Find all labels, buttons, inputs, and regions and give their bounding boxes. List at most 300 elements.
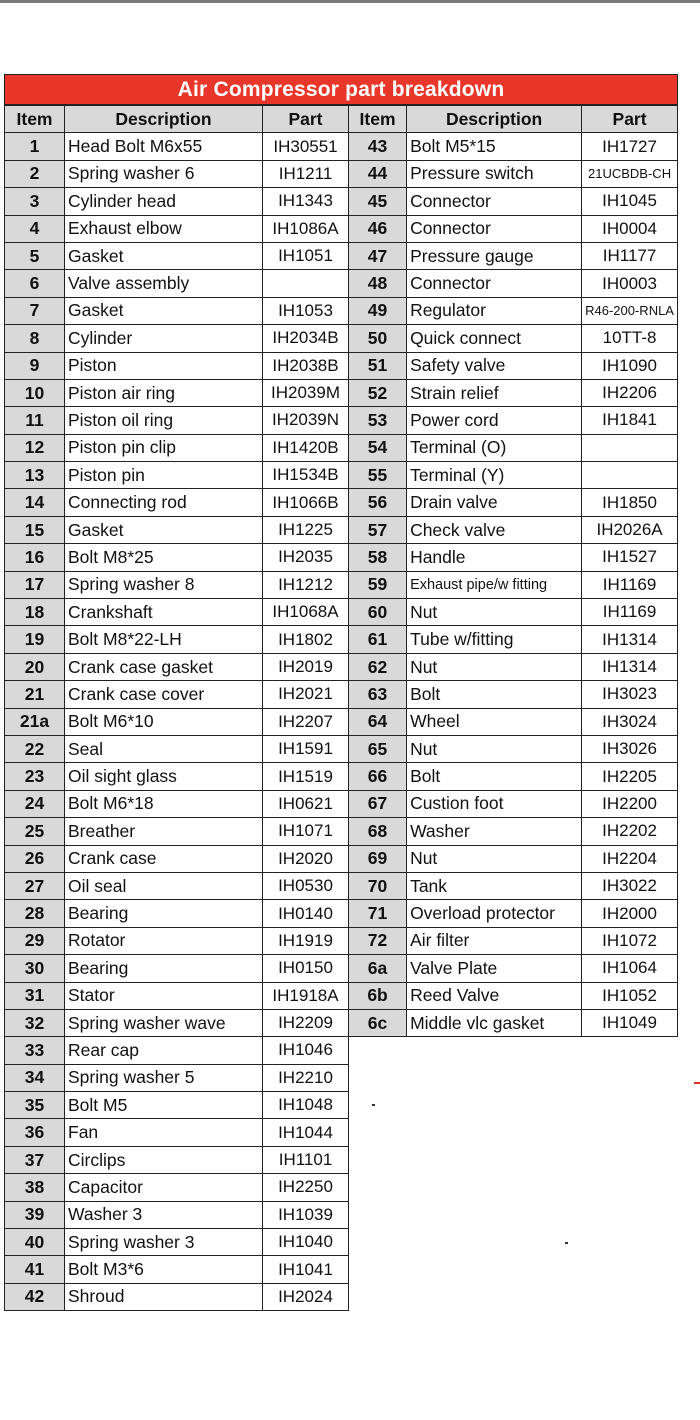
part-number: IH1211 [263, 160, 349, 187]
part-number: IH1101 [263, 1146, 349, 1173]
table-row [349, 434, 678, 461]
item-number: 1 [5, 133, 65, 160]
part-number: IH1519 [263, 763, 349, 790]
part-number: IH2250 [263, 1174, 349, 1201]
item-description: Piston oil ring [65, 407, 263, 434]
part-number: IH1177 [582, 242, 678, 269]
item-number: 39 [5, 1201, 65, 1228]
item-description: Washer 3 [65, 1201, 263, 1228]
part-number: IH0140 [263, 900, 349, 927]
table-row [349, 900, 678, 927]
table-row [5, 379, 349, 406]
item-number: 13 [5, 462, 65, 489]
part-number: IH1090 [582, 352, 678, 379]
table-row [349, 242, 678, 269]
part-number: IH30551 [263, 133, 349, 160]
item-description: Handle [407, 544, 582, 571]
part-number: IH2202 [582, 818, 678, 845]
table-row [349, 462, 678, 489]
item-description: Piston pin [65, 462, 263, 489]
table-row [349, 352, 678, 379]
item-number: 31 [5, 982, 65, 1009]
item-description: Exhaust pipe/w fitting [407, 571, 582, 598]
item-number: 25 [5, 818, 65, 845]
item-number: 50 [349, 325, 407, 352]
item-description: Spring washer 6 [65, 160, 263, 187]
table-row [5, 845, 349, 872]
top-border-line [0, 0, 700, 3]
item-description: Bolt M3*6 [65, 1256, 263, 1283]
table-row [5, 270, 349, 297]
table-row [349, 489, 678, 516]
table-row [349, 818, 678, 845]
table-row [349, 626, 678, 653]
part-number: IH2026A [582, 516, 678, 543]
part-number: IH1040 [263, 1229, 349, 1256]
part-number: IH2000 [582, 900, 678, 927]
item-number: 12 [5, 434, 65, 461]
item-description: Bolt M5*15 [407, 133, 582, 160]
item-description: Rear cap [65, 1037, 263, 1064]
item-number: 22 [5, 735, 65, 762]
part-number: IH3026 [582, 735, 678, 762]
item-number: 26 [5, 845, 65, 872]
part-number: IH1064 [582, 955, 678, 982]
table-row [5, 434, 349, 461]
part-number: IH2206 [582, 379, 678, 406]
table-row [349, 927, 678, 954]
part-number: IH1802 [263, 626, 349, 653]
header-part: Part [263, 106, 349, 133]
item-number: 20 [5, 653, 65, 680]
part-number: IH1314 [582, 653, 678, 680]
item-description: Bolt [407, 681, 582, 708]
item-description: Exhaust elbow [65, 215, 263, 242]
item-number: 4 [5, 215, 65, 242]
item-number: 15 [5, 516, 65, 543]
header-item: Item [5, 106, 65, 133]
part-number: IH1048 [263, 1092, 349, 1119]
table-row [5, 516, 349, 543]
item-description: Piston [65, 352, 263, 379]
item-number: 6a [349, 955, 407, 982]
item-description: Oil sight glass [65, 763, 263, 790]
table-row [5, 462, 349, 489]
item-number: 21a [5, 708, 65, 735]
table-row [5, 352, 349, 379]
item-number: 43 [349, 133, 407, 160]
item-description: Wheel [407, 708, 582, 735]
part-number: IH2209 [263, 1009, 349, 1036]
item-number: 9 [5, 352, 65, 379]
item-number: 65 [349, 735, 407, 762]
item-number: 34 [5, 1064, 65, 1091]
item-description: Connector [407, 188, 582, 215]
part-number: IH1071 [263, 818, 349, 845]
table-row [5, 242, 349, 269]
table-row [349, 599, 678, 626]
part-number: IH1044 [263, 1119, 349, 1146]
table-row [349, 708, 678, 735]
header-item: Item [349, 106, 407, 133]
item-description: Connector [407, 215, 582, 242]
item-description: Safety valve [407, 352, 582, 379]
table-row [349, 270, 678, 297]
part-number: IH1052 [582, 982, 678, 1009]
table-row [5, 626, 349, 653]
item-number: 2 [5, 160, 65, 187]
header-description: Description [65, 106, 263, 133]
item-description: Bolt M6*10 [65, 708, 263, 735]
speck-mark [372, 1104, 375, 1106]
item-number: 44 [349, 160, 407, 187]
part-number: IH1169 [582, 571, 678, 598]
part-number: IH2038B [263, 352, 349, 379]
item-number: 16 [5, 544, 65, 571]
item-number: 72 [349, 927, 407, 954]
item-number: 37 [5, 1146, 65, 1173]
item-number: 35 [5, 1092, 65, 1119]
item-description: Bolt M6*18 [65, 790, 263, 817]
table-row [5, 160, 349, 187]
table-row [5, 735, 349, 762]
table-row [349, 1009, 678, 1036]
item-number: 6 [5, 270, 65, 297]
item-description: Capacitor [65, 1174, 263, 1201]
item-number: 17 [5, 571, 65, 598]
parts-table-right [348, 105, 678, 1037]
item-description: Nut [407, 599, 582, 626]
part-number: IH1918A [263, 982, 349, 1009]
item-number: 51 [349, 352, 407, 379]
item-number: 68 [349, 818, 407, 845]
table-row [349, 133, 678, 160]
table-row [5, 1037, 349, 1064]
part-number [263, 270, 349, 297]
item-description: Valve assembly [65, 270, 263, 297]
item-description: Check valve [407, 516, 582, 543]
part-number: IH1919 [263, 927, 349, 954]
item-number: 48 [349, 270, 407, 297]
item-description: Bolt [407, 763, 582, 790]
item-number: 19 [5, 626, 65, 653]
table-row [5, 708, 349, 735]
part-number: IH1534B [263, 462, 349, 489]
item-number: 6c [349, 1009, 407, 1036]
header-description: Description [407, 106, 582, 133]
right-table-body [349, 133, 678, 1037]
item-number: 71 [349, 900, 407, 927]
item-number: 29 [5, 927, 65, 954]
table-row [5, 900, 349, 927]
part-number: IH3024 [582, 708, 678, 735]
table-row [349, 325, 678, 352]
part-number: IH2024 [263, 1283, 349, 1310]
item-number: 14 [5, 489, 65, 516]
table-row [5, 763, 349, 790]
table-row [349, 571, 678, 598]
item-number: 24 [5, 790, 65, 817]
part-number: IH1086A [263, 215, 349, 242]
part-number: IH1225 [263, 516, 349, 543]
item-number: 60 [349, 599, 407, 626]
part-number: IH1039 [263, 1201, 349, 1228]
part-number: IH1066B [263, 489, 349, 516]
part-number [582, 434, 678, 461]
item-description: Gasket [65, 297, 263, 324]
item-description: Fan [65, 1119, 263, 1146]
item-number: 36 [5, 1119, 65, 1146]
part-number: IH2207 [263, 708, 349, 735]
item-number: 70 [349, 872, 407, 899]
part-number: IH2039N [263, 407, 349, 434]
part-number: IH1049 [582, 1009, 678, 1036]
item-number: 41 [5, 1256, 65, 1283]
header-row [349, 106, 678, 133]
item-number: 56 [349, 489, 407, 516]
item-description: Terminal (O) [407, 434, 582, 461]
part-number: IH1343 [263, 188, 349, 215]
item-description: Bolt M8*25 [65, 544, 263, 571]
parts-table-left [4, 105, 349, 1311]
part-number [582, 462, 678, 489]
item-description: Drain valve [407, 489, 582, 516]
item-description: Reed Valve [407, 982, 582, 1009]
table-row [349, 379, 678, 406]
table-row [349, 516, 678, 543]
item-description: Nut [407, 653, 582, 680]
table-row [5, 790, 349, 817]
part-number: IH1045 [582, 188, 678, 215]
item-description: Air filter [407, 927, 582, 954]
item-description: Nut [407, 735, 582, 762]
part-number: IH1850 [582, 489, 678, 516]
table-row [5, 489, 349, 516]
item-number: 53 [349, 407, 407, 434]
table-row [5, 653, 349, 680]
item-description: Piston pin clip [65, 434, 263, 461]
item-number: 33 [5, 1037, 65, 1064]
item-description: Bolt M5 [65, 1092, 263, 1119]
item-description: Seal [65, 735, 263, 762]
item-description: Terminal (Y) [407, 462, 582, 489]
item-number: 40 [5, 1229, 65, 1256]
table-row [5, 1229, 349, 1256]
part-number: IH3023 [582, 681, 678, 708]
item-description: Pressure gauge [407, 242, 582, 269]
table-row [5, 681, 349, 708]
speck-mark [565, 1242, 568, 1244]
table-row [5, 571, 349, 598]
item-number: 23 [5, 763, 65, 790]
table-row [5, 1283, 349, 1310]
table-row [349, 982, 678, 1009]
part-number: IH2021 [263, 681, 349, 708]
sheet-title: Air Compressor part breakdown [4, 74, 678, 105]
part-number: IH1169 [582, 599, 678, 626]
item-description: Shroud [65, 1283, 263, 1310]
item-description: Washer [407, 818, 582, 845]
part-number: IH1591 [263, 735, 349, 762]
table-row [5, 544, 349, 571]
table-row [349, 872, 678, 899]
table-row [349, 681, 678, 708]
item-number: 6b [349, 982, 407, 1009]
item-number: 61 [349, 626, 407, 653]
part-number: IH2204 [582, 845, 678, 872]
item-description: Crank case cover [65, 681, 263, 708]
part-number: IH2039M [263, 379, 349, 406]
item-description: Overload protector [407, 900, 582, 927]
part-number: IH1727 [582, 133, 678, 160]
item-description: Bearing [65, 955, 263, 982]
item-number: 57 [349, 516, 407, 543]
item-number: 69 [349, 845, 407, 872]
item-description: Cylinder [65, 325, 263, 352]
part-number: IH2210 [263, 1064, 349, 1091]
table-row [349, 763, 678, 790]
part-number: IH2020 [263, 845, 349, 872]
table-row [5, 1256, 349, 1283]
table-row [5, 955, 349, 982]
table-row [349, 845, 678, 872]
item-number: 59 [349, 571, 407, 598]
part-number: 10TT-8 [582, 325, 678, 352]
table-row [5, 188, 349, 215]
item-number: 49 [349, 297, 407, 324]
table-row [5, 1146, 349, 1173]
table-row [349, 215, 678, 242]
item-number: 62 [349, 653, 407, 680]
item-number: 5 [5, 242, 65, 269]
part-number: IH1527 [582, 544, 678, 571]
item-description: Pressure switch [407, 160, 582, 187]
table-row [5, 215, 349, 242]
table-row [5, 297, 349, 324]
item-number: 45 [349, 188, 407, 215]
item-description: Connecting rod [65, 489, 263, 516]
part-number: IH1041 [263, 1256, 349, 1283]
red-mark [694, 1082, 700, 1084]
table-row [5, 1064, 349, 1091]
item-number: 18 [5, 599, 65, 626]
item-description: Piston air ring [65, 379, 263, 406]
part-number: IH1212 [263, 571, 349, 598]
item-description: Spring washer 5 [65, 1064, 263, 1091]
item-description: Power cord [407, 407, 582, 434]
part-number: IH2200 [582, 790, 678, 817]
table-row [5, 1009, 349, 1036]
item-description: Regulator [407, 297, 582, 324]
table-row [5, 1092, 349, 1119]
item-description: Bearing [65, 900, 263, 927]
table-row [349, 735, 678, 762]
part-number: 21UCBDB-CH [582, 160, 678, 187]
table-row [5, 1174, 349, 1201]
item-description: Spring washer 3 [65, 1229, 263, 1256]
item-number: 7 [5, 297, 65, 324]
item-number: 27 [5, 872, 65, 899]
table-row [5, 1201, 349, 1228]
item-description: Tank [407, 872, 582, 899]
item-number: 30 [5, 955, 65, 982]
table-row [349, 653, 678, 680]
table-row [5, 407, 349, 434]
item-description: Spring washer wave [65, 1009, 263, 1036]
part-number: IH1314 [582, 626, 678, 653]
part-number: IH1051 [263, 242, 349, 269]
table-row [5, 325, 349, 352]
table-row [5, 1119, 349, 1146]
item-number: 54 [349, 434, 407, 461]
item-description: Crank case [65, 845, 263, 872]
item-description: Head Bolt M6x55 [65, 133, 263, 160]
item-description: Gasket [65, 242, 263, 269]
item-description: Gasket [65, 516, 263, 543]
item-number: 11 [5, 407, 65, 434]
item-description: Spring washer 8 [65, 571, 263, 598]
item-description: Connector [407, 270, 582, 297]
item-description: Stator [65, 982, 263, 1009]
header-part: Part [582, 106, 678, 133]
table-row [5, 982, 349, 1009]
table-row [5, 818, 349, 845]
part-number: IH0004 [582, 215, 678, 242]
item-description: Circlips [65, 1146, 263, 1173]
item-description: Bolt M8*22-LH [65, 626, 263, 653]
part-number: IH1841 [582, 407, 678, 434]
item-number: 8 [5, 325, 65, 352]
left-table-body [5, 133, 349, 1311]
part-number: IH1053 [263, 297, 349, 324]
table-row [349, 955, 678, 982]
table-row [5, 133, 349, 160]
item-number: 32 [5, 1009, 65, 1036]
item-number: 52 [349, 379, 407, 406]
table-row [5, 599, 349, 626]
part-number: IH3022 [582, 872, 678, 899]
part-number: IH1072 [582, 927, 678, 954]
part-number: IH1420B [263, 434, 349, 461]
item-description: Valve Plate [407, 955, 582, 982]
table-row [349, 544, 678, 571]
part-number: IH2019 [263, 653, 349, 680]
item-number: 63 [349, 681, 407, 708]
item-number: 21 [5, 681, 65, 708]
item-number: 47 [349, 242, 407, 269]
part-number: IH2035 [263, 544, 349, 571]
item-number: 38 [5, 1174, 65, 1201]
item-description: Crankshaft [65, 599, 263, 626]
table-row [5, 927, 349, 954]
item-number: 28 [5, 900, 65, 927]
part-number: IH1068A [263, 599, 349, 626]
part-number: IH0530 [263, 872, 349, 899]
table-row [349, 160, 678, 187]
header-row [5, 106, 349, 133]
part-number: IH2034B [263, 325, 349, 352]
parts-sheet [4, 74, 678, 1307]
item-description: Breather [65, 818, 263, 845]
table-row [5, 872, 349, 899]
item-number: 66 [349, 763, 407, 790]
item-description: Quick connect [407, 325, 582, 352]
item-description: Rotator [65, 927, 263, 954]
item-number: 42 [5, 1283, 65, 1310]
item-description: Middle vlc gasket [407, 1009, 582, 1036]
part-number: IH0621 [263, 790, 349, 817]
table-row [349, 407, 678, 434]
